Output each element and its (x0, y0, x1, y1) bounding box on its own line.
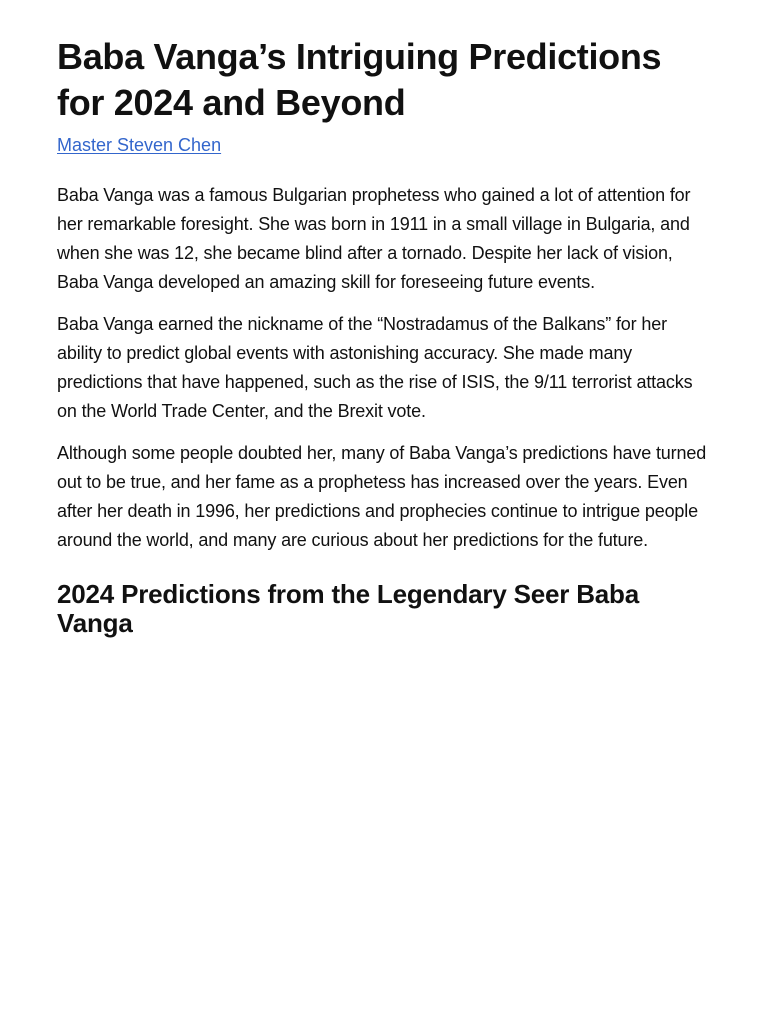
article-body (57, 181, 712, 555)
article-paragraph: Baba Vanga was a famous Bulgarian prophetess who gained a lot of attention for her remarkable foresight. She was born in 1911 in a small village in Bulgaria, and when she was 12, she became blind after a tornado. Despite her lack of vision, Baba Vanga developed an amazing skill for foreseeing future events. (57, 185, 691, 292)
author-link[interactable]: Master Steven Chen (57, 135, 222, 155)
section-heading: 2024 Predictions from the Legendary Seer Baba Vanga (57, 579, 639, 638)
article-paragraph: Although some people doubted her, many of Baba Vanga’s predictions have turned out to be true, and her fame as a prophetess has increased over the years. Even after her death in 1996, her predictions and prophecies continue to intrigue people around the world, and many are curious about her predictions for the future. (57, 443, 707, 550)
article-title: Baba Vanga’s Intriguing Predictions for 2024 and Beyond (57, 36, 662, 123)
article-paragraph: Baba Vanga earned the nickname of the “Nostradamus of the Balkans” for her ability to predict global events with astonishing accuracy. She made many predictions that have happened, such as the rise of ISIS, the 9/11 terrorist attacks on the World Trade Center, and the Brexit vote. (57, 314, 693, 421)
